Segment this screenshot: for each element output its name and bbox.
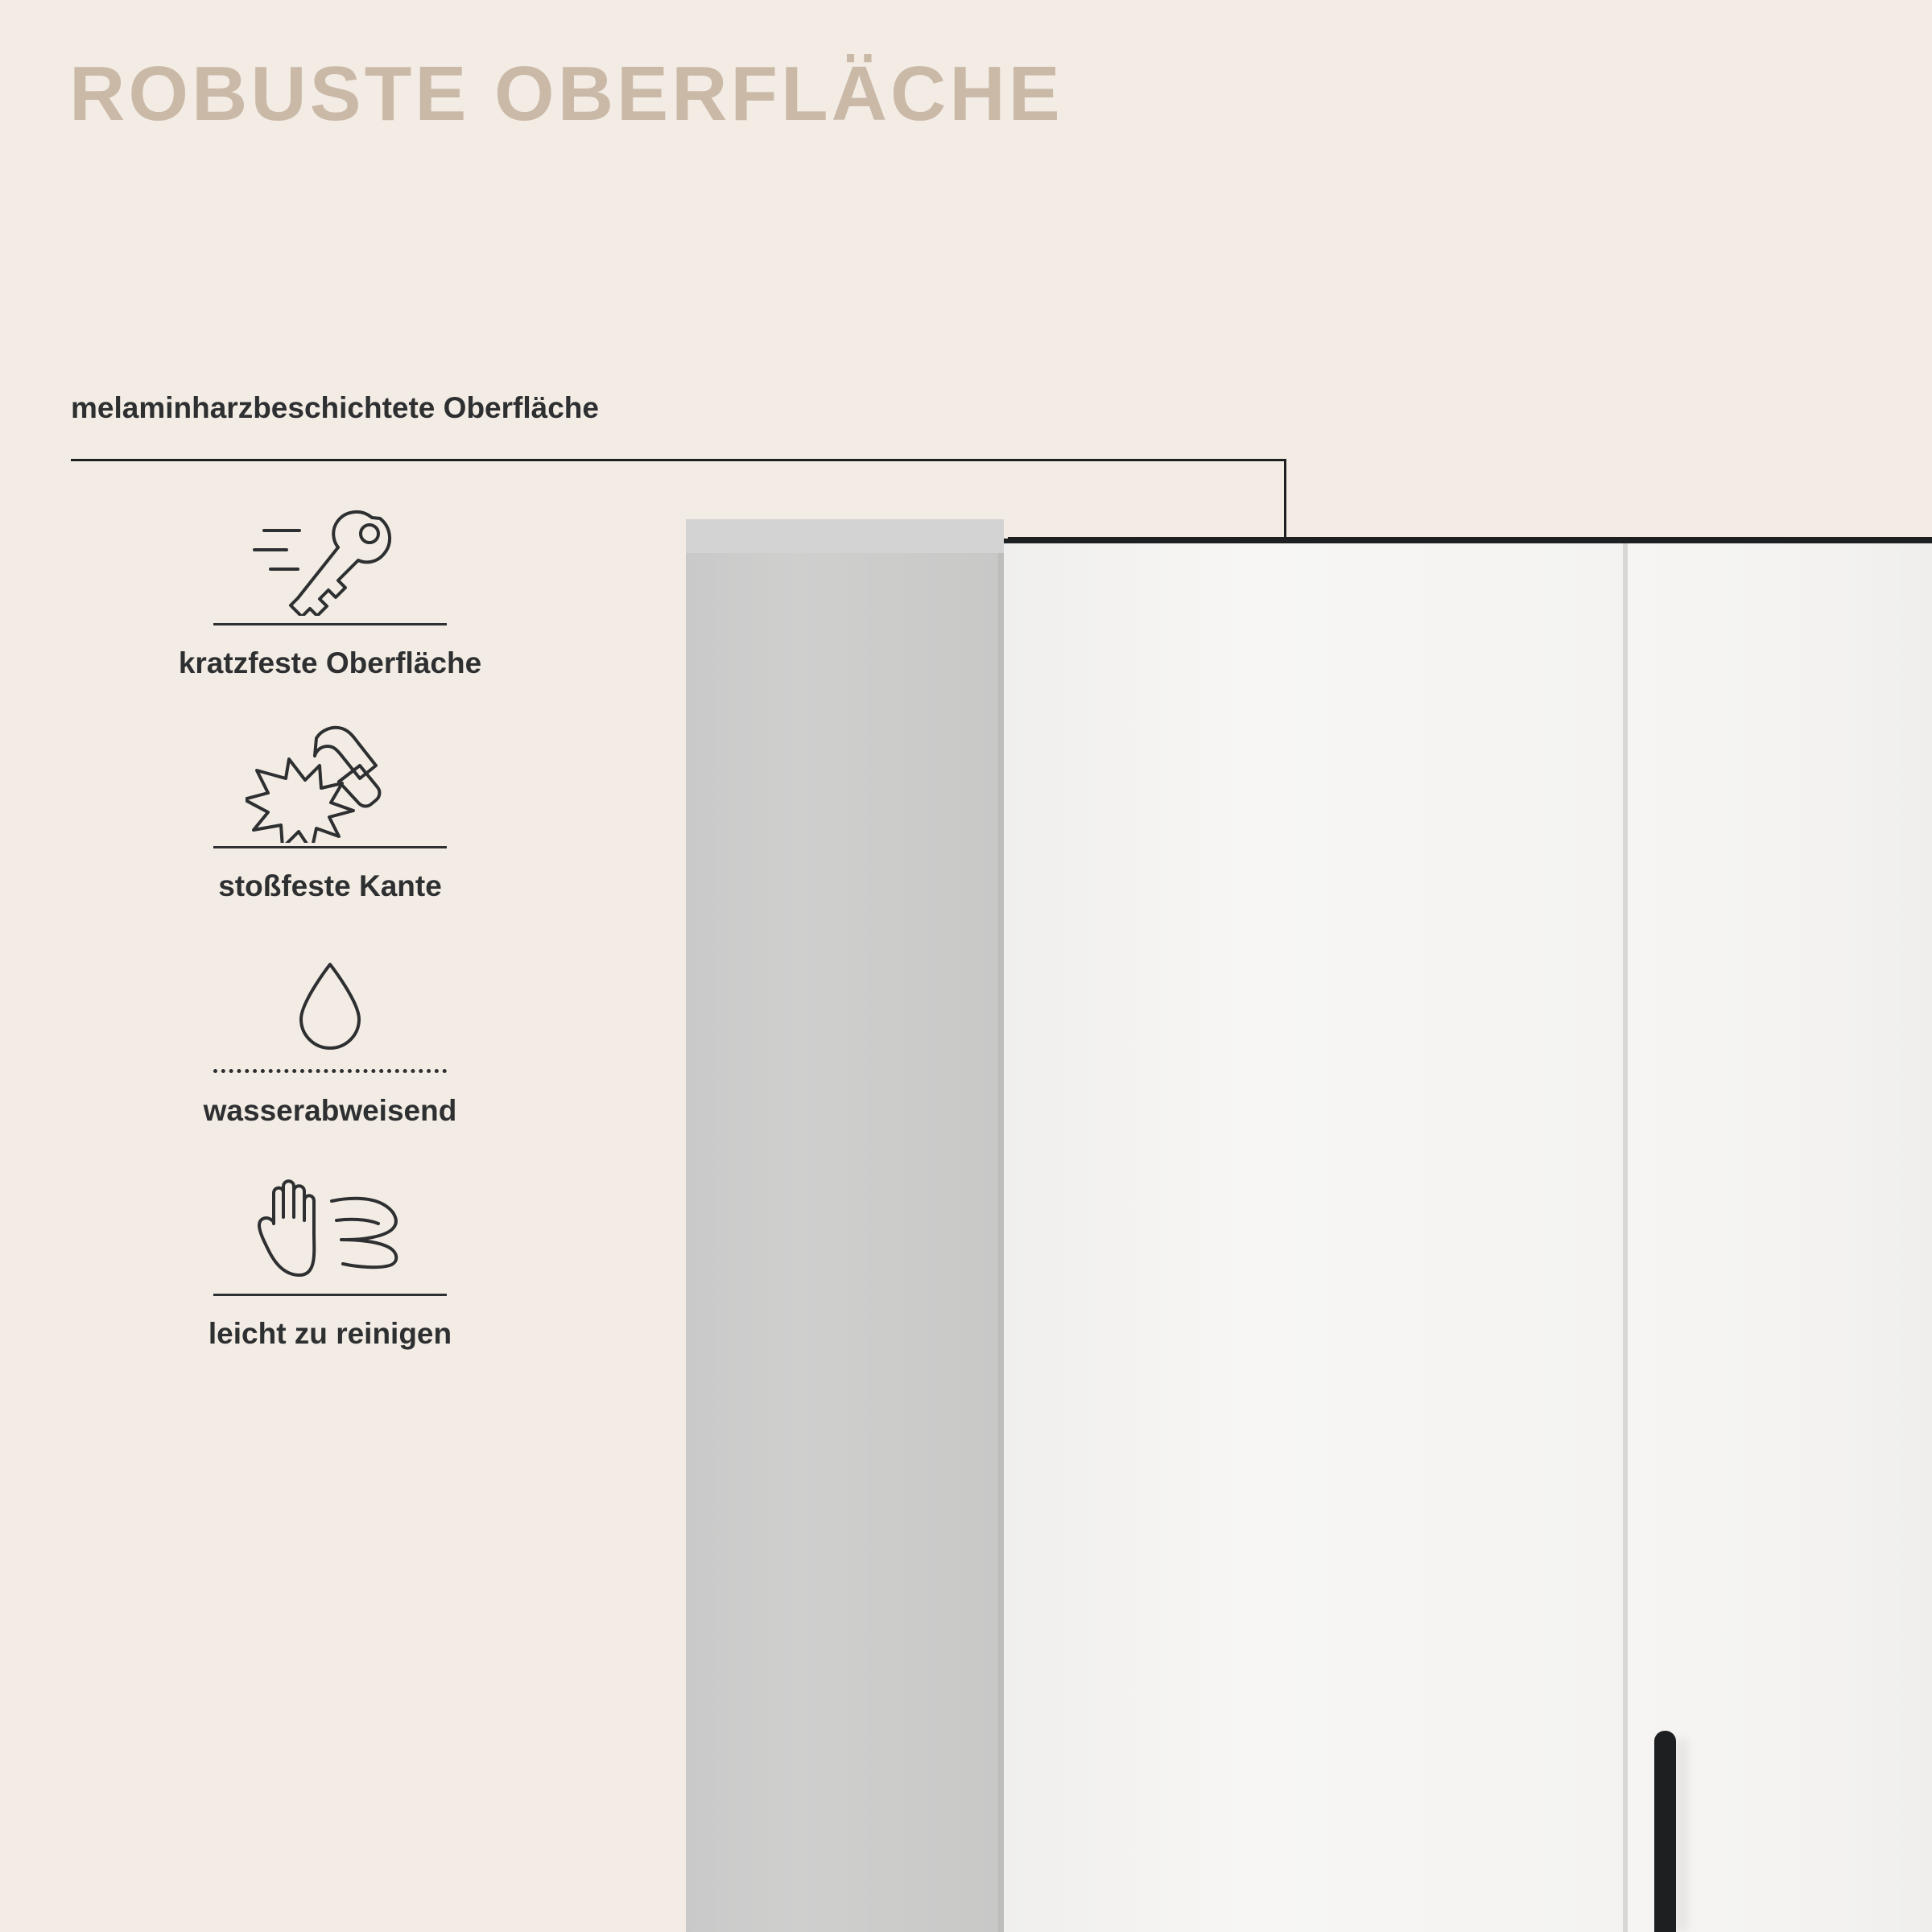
key-scratch-icon (161, 499, 499, 620)
feature-divider (213, 1294, 447, 1296)
callout-label: melaminharzbeschichtete Oberfläche (71, 391, 599, 424)
door-left (1004, 543, 1623, 1932)
feature-caption: stoßfeste Kante (218, 869, 442, 902)
callout-rule-horizontal (71, 459, 1286, 461)
page-title: ROBUSTE OBERFLÄCHE (69, 51, 1063, 137)
product-image (686, 519, 1932, 1932)
feature-caption: kratzfeste Oberfläche (178, 646, 482, 679)
door-handle (1654, 1731, 1676, 1932)
feature-item (161, 1170, 499, 1351)
feature-divider (213, 623, 447, 625)
water-drop-icon (161, 945, 499, 1066)
handle-shadow (1676, 1739, 1687, 1932)
side-panel-top-edge (686, 519, 1004, 553)
feature-item (161, 722, 499, 903)
feature-caption: wasserabweisend (203, 1094, 457, 1127)
feature-caption: leicht zu reinigen (208, 1317, 452, 1350)
hammer-impact-icon (161, 722, 499, 843)
side-panel (686, 553, 1004, 1932)
feature-divider (213, 846, 447, 848)
door-right (1628, 543, 1932, 1932)
feature-item (161, 945, 499, 1128)
feature-list (161, 499, 499, 1351)
wiping-hand-icon (161, 1170, 499, 1290)
feature-item (161, 499, 499, 680)
side-panel-edge (998, 553, 1004, 1932)
feature-divider (213, 1069, 447, 1073)
